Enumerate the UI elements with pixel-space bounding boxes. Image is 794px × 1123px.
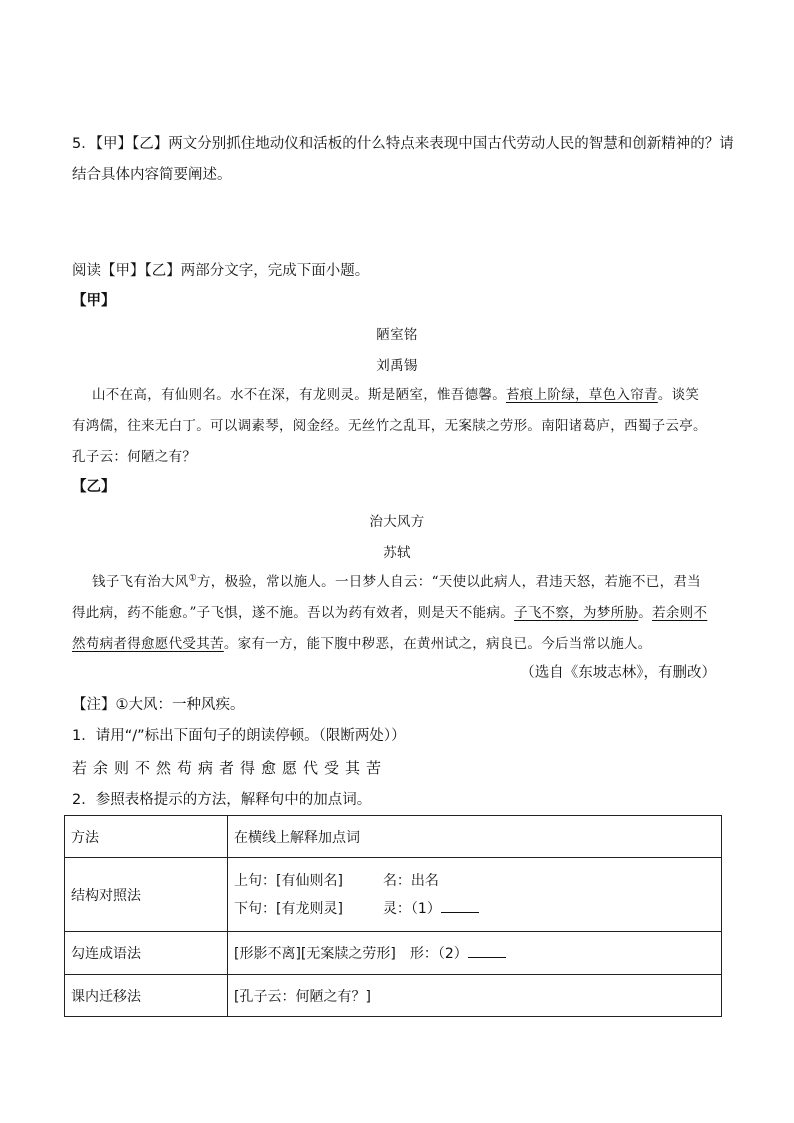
yi-line-1-text-a: 钱子飞有治大风 bbox=[92, 574, 189, 590]
section-label-jia: 【甲】 bbox=[72, 293, 116, 309]
word-prompt-ling: 灵：（1） bbox=[382, 900, 441, 917]
idiom-examples: [形影不离][无案牍之劳形] bbox=[234, 946, 396, 962]
jia-paragraph-line-2: 有鸿儒，往来无白丁。可以调素琴，阅金经。无丝竹之乱耳，无案牍之劳形。南阳诸葛庐，西蜀子云亭。 bbox=[72, 418, 707, 434]
header-method-cell: 方法 bbox=[65, 816, 228, 858]
question-5-line-2: 结合具体内容简要阐述。 bbox=[72, 167, 232, 183]
word-explanation-ming: 名：出名 bbox=[382, 872, 439, 889]
table-row bbox=[65, 975, 722, 1017]
table-header-row bbox=[65, 816, 722, 858]
question-1: 1．请用“/”标出下面句子的朗读停顿。（限断两处）） bbox=[72, 728, 406, 744]
upper-sentence: 上句：[有仙则名] bbox=[234, 872, 343, 889]
yi-author: 苏轼 bbox=[383, 545, 411, 561]
jia-title: 陋室铭 bbox=[376, 327, 418, 343]
table-row bbox=[65, 932, 722, 975]
yi-line-1-text-b: 方，极验，常以施人。一日梦人自云：“天使以此病人，君违天怒，若施不已，君当 bbox=[196, 574, 701, 590]
method-content-cell bbox=[228, 932, 722, 975]
yi-line-3-text: 。家有一方，能下腹中秽恶，在黄州试之，病良已。今后当常以施人。 bbox=[223, 636, 652, 652]
section-label-yi: 【乙】 bbox=[72, 479, 116, 495]
jia-author: 刘禹锡 bbox=[376, 358, 418, 374]
jia-paragraph-line-3: 孔子云：何陋之有？ bbox=[72, 449, 197, 465]
jia-line-1-text: 山不在高，有仙则名。水不在深，有龙则灵。斯是陋室，惟吾德馨。 bbox=[92, 387, 506, 403]
footnote: 【注】①大风：一种风疾。 bbox=[72, 697, 245, 713]
yi-line-2-period: 。 bbox=[638, 605, 653, 621]
method-name-cell: 勾连成语法 bbox=[65, 932, 228, 975]
header-task-cell: 在横线上解释加点词 bbox=[228, 816, 722, 858]
jia-underlined-sentence: 苔痕上阶绿，草色入帘青 bbox=[506, 387, 658, 403]
yi-paragraph-line-2 bbox=[72, 601, 707, 621]
method-name-cell: 课内迁移法 bbox=[65, 975, 228, 1017]
answer-blank-2[interactable] bbox=[468, 943, 506, 958]
source-citation: （选自《东坡志林》，有删改） bbox=[520, 665, 716, 681]
question-2: 2．参照表格提示的方法，解释句中的加点词。 bbox=[72, 792, 372, 808]
yi-title: 治大风方 bbox=[369, 514, 425, 530]
jia-line-1-end: 。谈笑 bbox=[657, 387, 700, 403]
method-table bbox=[64, 815, 722, 1017]
yi-underlined-sentence-2-end: 然苟病者得愈愿代受其苦 bbox=[72, 636, 224, 652]
content-line bbox=[234, 867, 715, 895]
yi-paragraph-line-3 bbox=[72, 632, 652, 652]
yi-paragraph-line-1 bbox=[92, 570, 701, 590]
method-content-cell: [孔子云：何陋之有？] bbox=[228, 975, 722, 1017]
content-line bbox=[234, 895, 715, 923]
yi-line-2-text: 得此病，药不能愈。”子飞惧，遂不施。吾以为药有效者，则是天不能病。 bbox=[72, 605, 515, 621]
jia-paragraph-line-1 bbox=[92, 383, 699, 403]
method-content-cell bbox=[228, 858, 722, 932]
answer-blank-1[interactable] bbox=[441, 898, 479, 913]
pause-marking-sentence: 若余则不然苟病者得愈愿代受其苦 bbox=[72, 759, 388, 777]
lower-sentence: 下句：[有龙则灵] bbox=[234, 900, 343, 917]
reading-intro: 阅读【甲】【乙】两部分文字，完成下面小题。 bbox=[72, 263, 370, 279]
yi-underlined-sentence-1: 子飞不察，为梦所胁 bbox=[514, 605, 639, 621]
yi-underlined-sentence-2-start: 若余则不 bbox=[652, 605, 708, 621]
footnote-marker: ① bbox=[188, 573, 197, 584]
method-name-cell: 结构对照法 bbox=[65, 858, 228, 932]
table-row bbox=[65, 858, 722, 932]
word-prompt-xing: 形：（2） bbox=[409, 946, 468, 962]
question-5-line-1: 5．【甲】【乙】两文分别抓住地动仪和活板的什么特点来表现中国古代劳动人民的智慧和创新精神的？请 bbox=[72, 136, 734, 152]
